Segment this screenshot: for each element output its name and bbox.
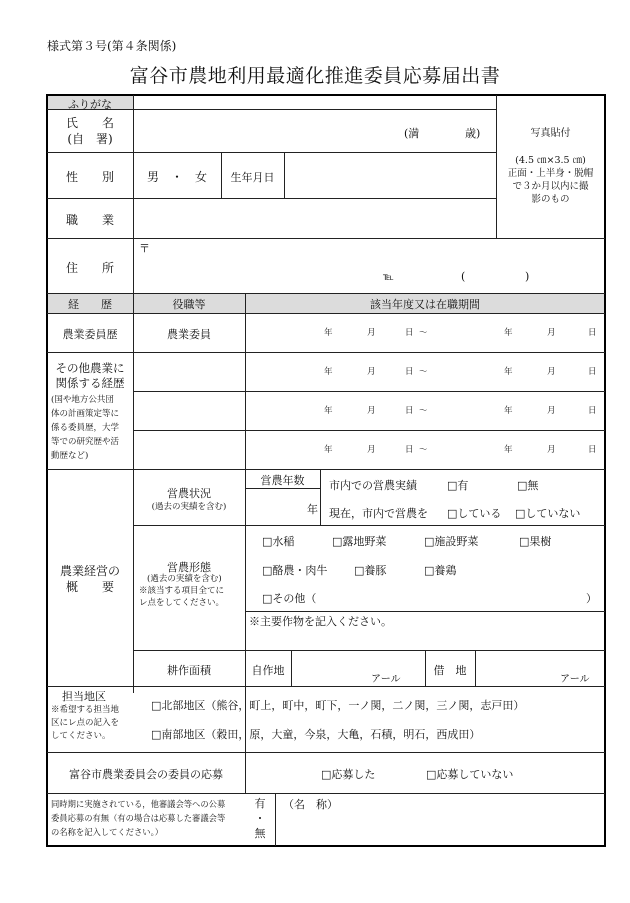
district-label: 担当地区 [62, 690, 106, 703]
own-land-unit: アール [371, 674, 401, 685]
rule [284, 152, 285, 198]
rule [133, 391, 605, 392]
period-header: 該当年度又は在職期間 [370, 298, 480, 311]
form-title: 富谷市農地利用最適化推進委員応募届出書 [129, 65, 501, 87]
year-unit: 年 [504, 406, 513, 416]
address-label: 住 所 [65, 261, 114, 275]
rule [133, 430, 605, 431]
tilde: ～ [419, 445, 428, 455]
rule [291, 650, 292, 686]
day-unit: 日 [588, 328, 597, 338]
poultry-checkbox[interactable]: □養鶏 [424, 564, 457, 577]
rule [47, 293, 605, 294]
farming-status-label: 営農状況 [167, 487, 211, 500]
day-unit: 日 [405, 445, 414, 455]
rule [47, 313, 605, 314]
year-unit: 年 [504, 445, 513, 455]
farming-type-label: 営農形態 [167, 561, 211, 574]
pig-checkbox[interactable]: □養豚 [354, 564, 387, 577]
form-number: 様式第３号(第４条関係) [47, 39, 177, 53]
job-label: 職 業 [65, 213, 114, 227]
other-type-checkbox[interactable]: □その他（ [262, 592, 317, 605]
month-unit: 月 [367, 367, 376, 377]
role-header: 役職等 [172, 298, 206, 311]
month-unit: 月 [367, 445, 376, 455]
day-unit: 日 [588, 445, 597, 455]
committee-history-label: 農業委員歴 [62, 328, 118, 341]
day-unit: 日 [405, 328, 414, 338]
current-farming-label: 現在，市内で営農を [329, 507, 428, 520]
month-unit: 月 [547, 445, 556, 455]
farming-status-note: (過去の実績を含む) [151, 502, 227, 512]
month-unit: 月 [367, 406, 376, 416]
tilde: ～ [419, 406, 428, 416]
main-crops-note: ※主要作物を記入ください。 [249, 615, 392, 628]
facility-vegetable-checkbox[interactable]: □施設野菜 [424, 535, 479, 548]
rule [47, 469, 605, 470]
concurrent-application-note: 同時期に実施されている，他審議会等への公募 委員応募の有無（有の場合は応募した審議会等 の名称を記入してください。） [51, 799, 226, 837]
frame-right [604, 94, 606, 847]
doing-checkbox[interactable]: □している [447, 507, 502, 520]
day-unit: 日 [588, 406, 597, 416]
age-prefix: (満 [404, 127, 420, 140]
tel-open: ( [461, 270, 466, 283]
fruit-checkbox[interactable]: □果樹 [519, 535, 552, 548]
year-unit: 年 [324, 328, 333, 338]
rule [475, 650, 476, 686]
committee-role: 農業委員 [167, 328, 211, 341]
year-unit: 年 [504, 367, 513, 377]
dairy-beef-checkbox[interactable]: □酪農・肉牛 [262, 564, 328, 577]
birth-date-label: 生年月日 [230, 171, 275, 184]
field-vegetable-checkbox[interactable]: □露地野菜 [332, 535, 387, 548]
other-type-close: ） [586, 592, 597, 605]
committee-apply-label: 富谷市農業委員会の委員の応募 [69, 768, 223, 781]
farming-type-note: (過去の実績を含む) ※該当する項目全てに レ点をしてください。 [139, 574, 225, 608]
leased-land-unit: アール [560, 674, 590, 685]
farming-overview-label: 農業経営の 概 要 [59, 564, 120, 594]
month-unit: 月 [547, 328, 556, 338]
tel-mark: ℡ [383, 272, 394, 283]
rule [47, 152, 496, 153]
month-unit: 月 [547, 406, 556, 416]
not-doing-checkbox[interactable]: □していない [515, 507, 581, 520]
city-record-label: 市内での営農実績 [329, 479, 417, 492]
concurrent-yes-no[interactable]: 有 ・ 無 [254, 797, 266, 840]
not-applied-checkbox[interactable]: □応募していない [426, 768, 514, 781]
farming-years-label: 営農年数 [260, 474, 305, 487]
month-unit: 月 [547, 367, 556, 377]
farming-years-unit: 年 [307, 503, 318, 516]
year-unit: 年 [324, 445, 333, 455]
rule [133, 525, 605, 526]
record-no-checkbox[interactable]: □無 [517, 479, 539, 492]
north-district-checkbox[interactable]: □北部地区（熊谷，町上，町中，町下，一ノ関，二ノ関，三ノ関，志戸田） [151, 699, 525, 712]
other-history-label: その他農業に 関係する経歴 [55, 361, 125, 390]
year-unit: 年 [324, 367, 333, 377]
rule [47, 238, 605, 239]
day-unit: 日 [588, 367, 597, 377]
council-name-label: （名 称） [283, 798, 338, 811]
photo-size: (4.5 ㎝×3.5 ㎝) [515, 155, 586, 166]
history-header: 経 歴 [68, 298, 112, 311]
cultivated-area-label: 耕作面積 [167, 664, 211, 677]
rule [275, 793, 276, 846]
age-suffix: 歳) [465, 127, 481, 140]
photo-instructions: 正面・上半身・脱帽 で３か月以内に撮 影のもの [507, 168, 594, 205]
name-label: 氏 名 (自 署) [65, 116, 114, 146]
own-land-label: 自作地 [251, 664, 285, 677]
rule [245, 488, 320, 489]
day-unit: 日 [405, 367, 414, 377]
frame-left [46, 94, 48, 847]
day-unit: 日 [405, 406, 414, 416]
postal-mark: 〒 [139, 242, 150, 255]
gender-options[interactable]: 男 ・ 女 [146, 170, 207, 184]
rule [47, 198, 496, 199]
south-district-checkbox[interactable]: □南部地区（穀田，原，大童，今泉，大亀，石積，明石，西成田） [151, 728, 481, 741]
record-yes-checkbox[interactable]: □有 [447, 479, 469, 492]
frame-bottom [46, 845, 606, 847]
year-unit: 年 [504, 328, 513, 338]
leased-land-label: 借 地 [433, 664, 467, 677]
tel-close: ) [525, 270, 530, 283]
gender-label: 性 別 [65, 170, 114, 184]
district-note: ※希望する担当地 区にレ点の記入を してください。 [51, 705, 120, 741]
tilde: ～ [419, 367, 428, 377]
rule [245, 611, 605, 612]
rule [47, 686, 605, 687]
year-unit: 年 [324, 406, 333, 416]
rice-checkbox[interactable]: □水稲 [262, 535, 295, 548]
other-history-note: (国や地方公共団 体の計画策定等に 係る委員歴，大学 等での研究歴や活 動歴など) [51, 395, 120, 461]
tilde: ～ [419, 328, 428, 338]
furigana-label: ふりがな [68, 98, 112, 111]
rule [133, 650, 605, 651]
rule [47, 793, 605, 794]
rule [245, 293, 246, 793]
photo-title: 写真貼付 [530, 128, 571, 139]
applied-checkbox[interactable]: □応募した [321, 768, 376, 781]
rule [47, 752, 605, 753]
month-unit: 月 [367, 328, 376, 338]
rule [47, 352, 605, 353]
rule [320, 469, 321, 525]
